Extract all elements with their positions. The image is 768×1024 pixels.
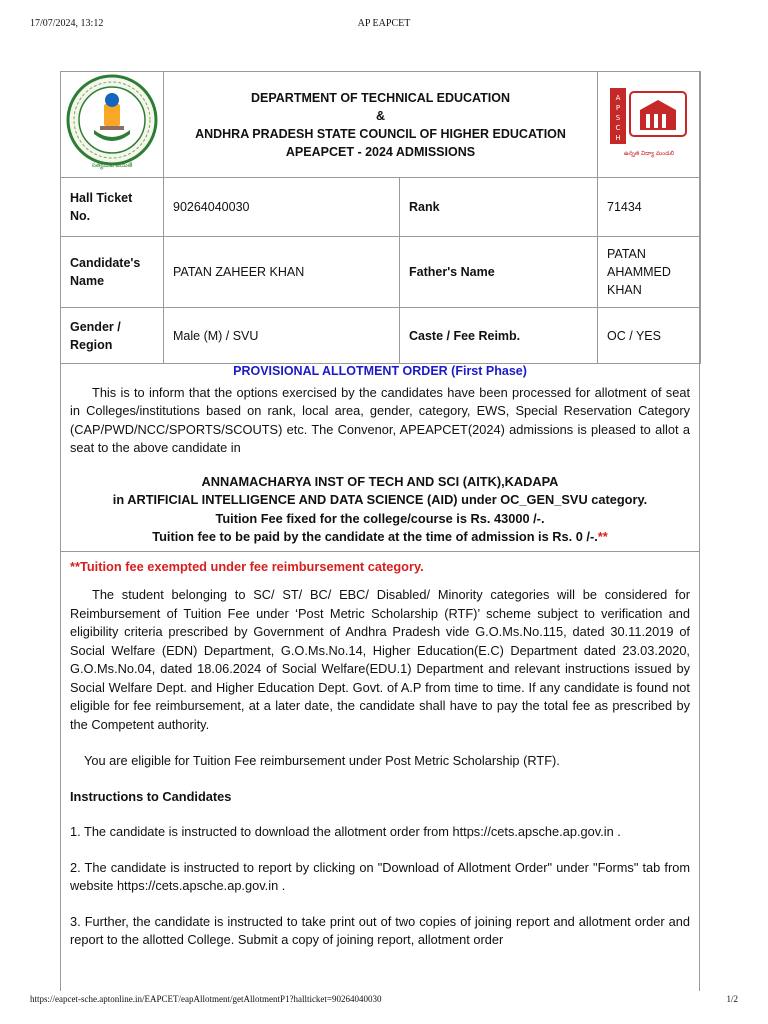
header-line-4: APEAPCET - 2024 ADMISSIONS	[285, 144, 476, 159]
print-datetime: 17/07/2024, 13:12	[30, 18, 104, 29]
father-name-value: PATAN AHAMMED KHAN	[598, 237, 701, 308]
hall-ticket-label: Hall Ticket No.	[61, 178, 164, 237]
father-name-label: Father's Name	[400, 237, 598, 308]
instruction-item: 1. The candidate is instructed to download the allotment order from https://cets.apsche.ap.gov.in .	[70, 824, 621, 839]
candidate-name-value: PATAN ZAHEER KHAN	[164, 237, 400, 308]
allotment-order-title: PROVISIONAL ALLOTMENT ORDER (First Phase)	[233, 364, 527, 378]
apsche-logo-icon	[608, 86, 690, 146]
allotment-order-document	[60, 71, 700, 991]
hall-ticket-value: 90264040030	[164, 178, 400, 237]
apsche-logo-caption: ఉన్నత విద్యా మండలి	[623, 151, 675, 157]
rank-label: Rank	[400, 178, 598, 237]
divider	[61, 551, 699, 552]
tuition-fee-to-pay: Tuition fee to be paid by the candidate at the time of admission is Rs. 0 /-.	[152, 529, 598, 544]
header-title-block	[164, 72, 598, 178]
seal-caption: సత్యమేవ జయతే	[91, 163, 133, 169]
gender-region-label: Gender / Region	[61, 308, 164, 364]
svg-text:P: P	[615, 104, 621, 112]
svg-text:H: H	[615, 134, 621, 142]
allotment-content	[70, 362, 690, 950]
tuition-fee-to-pay-line	[70, 528, 690, 547]
print-url: https://eapcet-sche.aptonline.in/EAPCET/eapAllotment/getAllotmentP1?hallticket=90264040030	[30, 994, 382, 1004]
apsche-logo-cell	[598, 72, 701, 178]
print-page-title: AP EAPCET	[357, 18, 411, 29]
header-line-2: &	[375, 108, 386, 123]
instruction-item: 3. Further, the candidate is instructed to take print out of two copies of joining report and allotment order and report to the allotted College. Submit a copy of joining report, allotment order	[70, 913, 690, 947]
caste-fee-value: OC / YES	[598, 308, 701, 364]
header-line-1: DEPARTMENT OF TECHNICAL EDUCATION	[250, 90, 511, 105]
allotted-college: ANNAMACHARYA INST OF TECH AND SCI (AITK),KADAPA	[201, 473, 559, 489]
fee-exemption-note: **Tuition fee exempted under fee reimbursement category.	[70, 558, 424, 574]
gender-region-value: Male (M) / SVU	[164, 308, 400, 364]
fee-footnote-mark: **	[597, 529, 608, 544]
rank-value: 71434	[598, 178, 701, 237]
ap-seal-cell	[61, 72, 164, 178]
svg-text:C: C	[615, 124, 621, 132]
ap-government-seal-icon	[66, 74, 158, 166]
print-page-number: 1/2	[726, 994, 738, 1004]
eligibility-statement: You are eligible for Tuition Fee reimbursement under Post Metric Scholarship (RTF).	[84, 753, 560, 768]
reimbursement-paragraph: The student belonging to SC/ ST/ BC/ EBC/ Disabled/ Minority categories will be considered for Reimbursement of Tuition Fee under ‘Post Metric Scholarship (RTF)’ scheme subject to verification and eligibility criteria prescribed by Government of Andhra Pradesh vide G.O.Ms.No.115, dated 30.11.2019 of Social Welfare (EDN) Department, G.O.Ms.No.14, Higher Education(E.C) Department dated 23.03.2020, G.O.Ms.No.04, dated 18.06.2024 of Social Welfare(EDU.1) Department and relevant instructions issued by Social Welfare Dept. and Higher Education Dept. Govt. of A.P from time to time. If any candidate is found not eligible for fee reimbursement, at a later date, the candidate shall have to pay the total fee as prescribed by the Competent authority.	[70, 587, 690, 732]
svg-text:S: S	[615, 114, 621, 122]
instruction-item: 2. The candidate is instructed to report by clicking on "Download of Allotment Order" under "Forms" tab from website https://cets.apsche.ap.gov.in .	[70, 859, 690, 893]
instructions-heading: Instructions to Candidates	[70, 788, 232, 804]
header-line-3: ANDHRA PRADESH STATE COUNCIL OF HIGHER EDUCATION	[195, 126, 566, 141]
caste-fee-label: Caste / Fee Reimb.	[400, 308, 598, 364]
intro-paragraph: This is to inform that the options exercised by the candidates have been processed for allotment of seat in Colleges/institutions based on rank, local area, gender, category, EWS, Special Reservation Category (CAP/PWD/NCC/SPORTS/SCOUTS) etc. The Convenor, APEAPCET(2024) admissions is pleased to allot a seat to the above candidate in	[70, 384, 690, 455]
allotted-course: in ARTIFICIAL INTELLIGENCE AND DATA SCIENCE (AID) under OC_GEN_SVU category.	[112, 492, 648, 507]
candidate-name-label: Candidate's Name	[61, 237, 164, 308]
tuition-fee-fixed: Tuition Fee fixed for the college/course is Rs. 43000 /-.	[215, 510, 545, 526]
svg-text:A: A	[615, 94, 621, 102]
candidate-info-table	[60, 71, 701, 364]
